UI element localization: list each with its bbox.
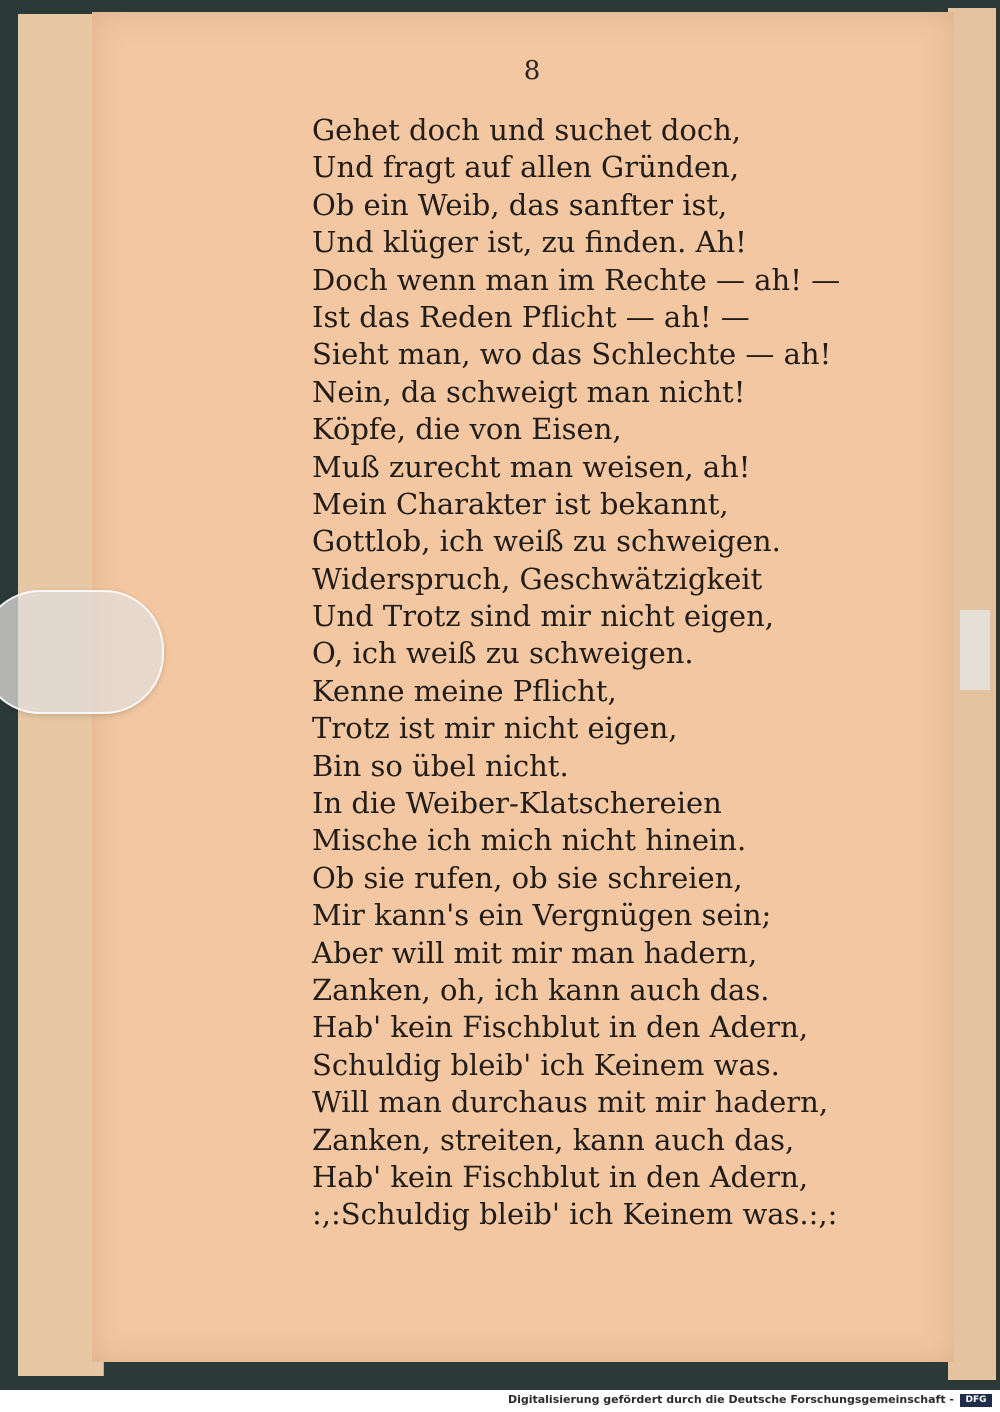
poem-line: Ob sie rufen, ob sie schreien,: [312, 860, 743, 895]
poem-line: Doch wenn man im Rechte — ah! —: [312, 262, 841, 297]
poem-line: Kenne meine Pflicht,: [312, 673, 617, 708]
poem-line: Gottlob, ich weiß zu schweigen.: [312, 524, 781, 559]
poem-line: Köpfe, die von Eisen,: [312, 412, 622, 447]
book-right-edge: [948, 8, 996, 1380]
poem-line: In die Weiber-Klatschereien: [312, 786, 722, 821]
poem-line: Hab' kein Fischblut in den Adern,: [312, 1010, 809, 1045]
funding-credit: Digitalisierung gefördert durch die Deutsche Forschungsgemeinschaft -: [507, 1393, 954, 1406]
poem-line: Bin so übel nicht.: [312, 748, 569, 783]
poem-line: Mir kann's ein Vergnügen sein;: [312, 898, 772, 933]
poem-line: Zanken, oh, ich kann auch das.: [312, 972, 770, 1007]
poem-line: Schuldig bleib' ich Keinem was.: [312, 1047, 780, 1082]
poem-line: Gehet doch und suchet doch,: [312, 113, 742, 147]
poem-line: Aber will mit mir man hadern,: [312, 935, 758, 970]
poem-line: Und klüger ist, zu finden. Ah!: [312, 225, 747, 260]
poem-line: Muß zurecht man weisen, ah!: [312, 449, 751, 484]
poem-line: :,:Schuldig bleib' ich Keinem was.:,:: [312, 1197, 838, 1232]
poem-line: Mein Charakter ist bekannt,: [312, 486, 729, 521]
poem-line: Und fragt auf allen Gründen,: [312, 150, 740, 185]
poem-line: Ist das Reden Pflicht — ah! —: [312, 299, 750, 334]
poem-line: O, ich weiß zu schweigen.: [312, 636, 694, 671]
footer-bar: [0, 1390, 1000, 1412]
dfg-logo: DFG: [960, 1394, 992, 1407]
poem-line: Sieht man, wo das Schlechte — ah!: [312, 337, 832, 372]
glass-bookmark: [0, 590, 164, 714]
poem-line: Und Trotz sind mir nicht eigen,: [312, 599, 774, 634]
book-page: [92, 12, 954, 1362]
poem-line: Zanken, streiten, kann auch das,: [312, 1122, 795, 1157]
poem-text: [312, 112, 892, 1234]
poem-line: Mische ich mich nicht hinein.: [312, 823, 747, 858]
poem-line: Trotz ist mir nicht eigen,: [312, 711, 678, 746]
book-spine-tab: [960, 610, 990, 690]
page-number: 8: [523, 56, 541, 86]
poem-line: Hab' kein Fischblut in den Adern,: [312, 1159, 809, 1194]
poem-line: Ob ein Weib, das sanfter ist,: [312, 187, 728, 222]
poem-line: Nein, da schweigt man nicht!: [312, 374, 746, 409]
poem-line: Will man durchaus mit mir hadern,: [312, 1085, 829, 1120]
poem-line: Widerspruch, Geschwätzigkeit: [312, 561, 763, 596]
